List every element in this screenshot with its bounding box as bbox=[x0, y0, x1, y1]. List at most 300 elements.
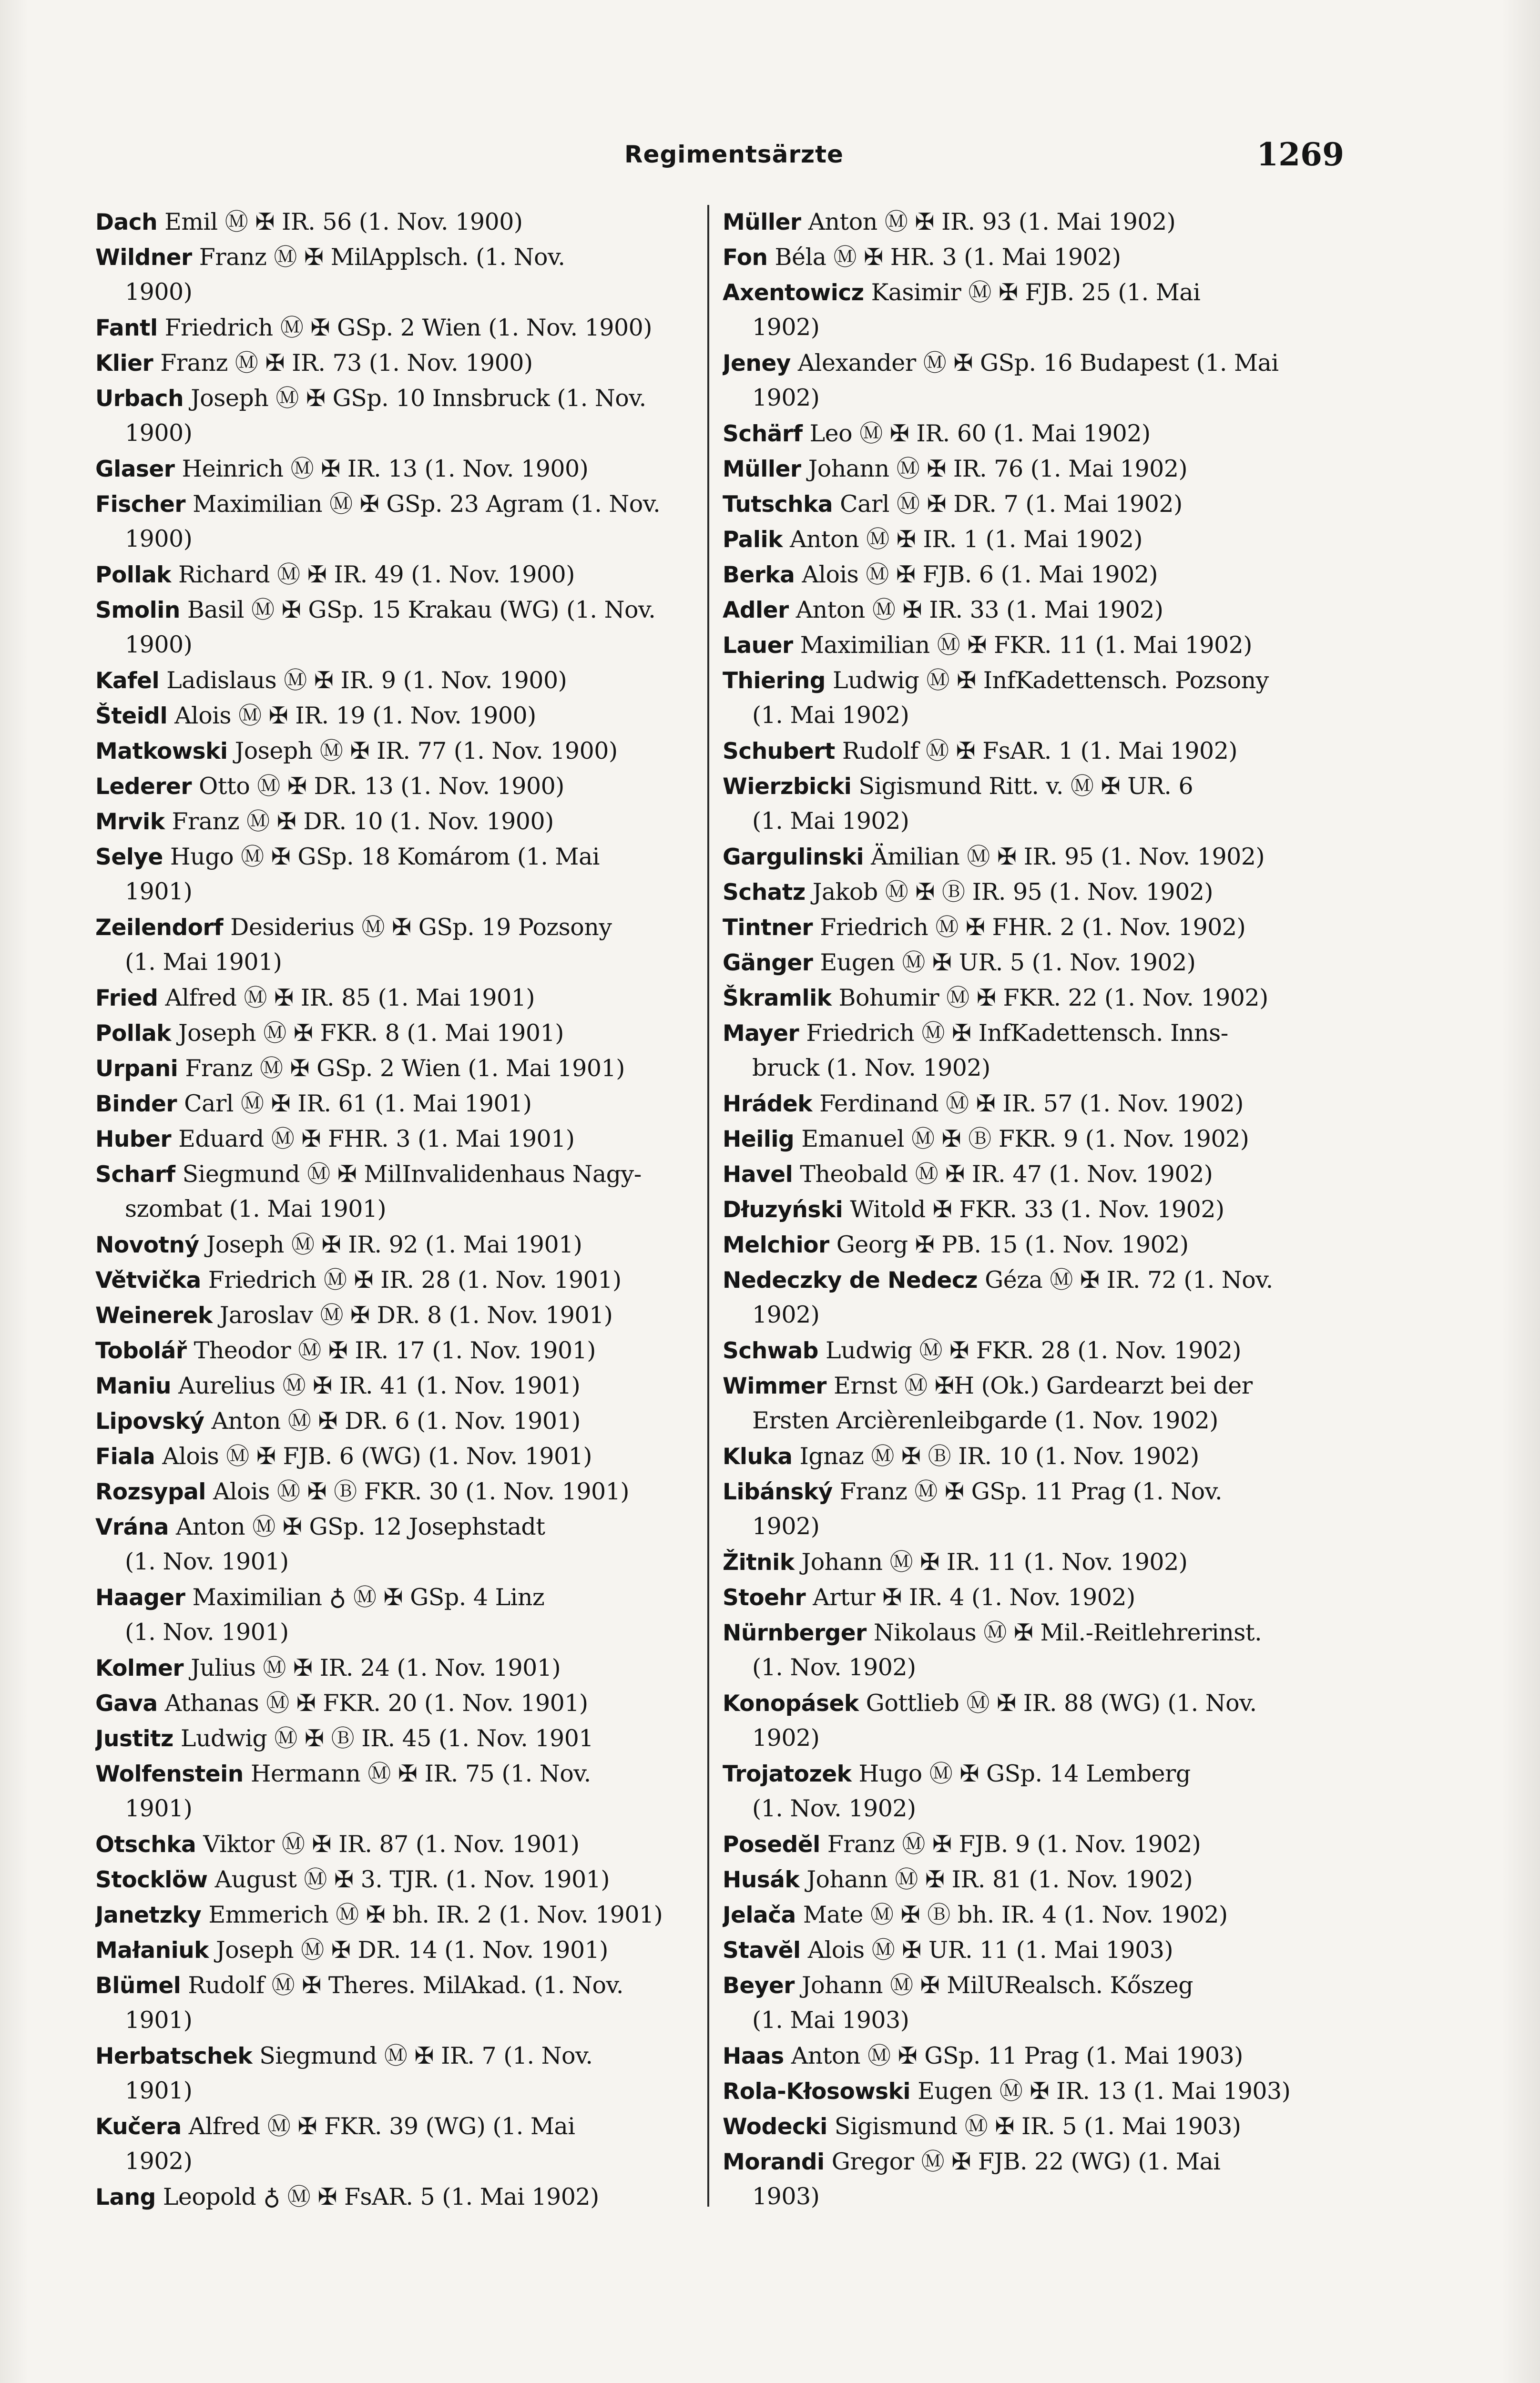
entry-first-line bbox=[95, 1156, 701, 1192]
entry-details: Ludwig Ⓜ ✠ InfKadettensch. Pozsony bbox=[825, 667, 1269, 694]
entry-details: Georg ✠ PB. 15 (1. Nov. 1902) bbox=[829, 1231, 1189, 1258]
entry-first-line bbox=[723, 1192, 1337, 1227]
register-entry bbox=[723, 1262, 1337, 1333]
register-entry bbox=[95, 1156, 701, 1227]
column-divider bbox=[707, 205, 709, 2207]
entry-continuation: 1903) bbox=[752, 2183, 820, 2210]
entry-surname: Schatz bbox=[723, 879, 806, 906]
entry-first-line bbox=[723, 1438, 1337, 1474]
entry-surname: Wierzbicki bbox=[723, 774, 852, 800]
entry-first-line bbox=[95, 1826, 701, 1862]
register-entry bbox=[95, 1897, 701, 1932]
entry-details: Alexander Ⓜ ✠ GSp. 16 Budapest (1. Mai bbox=[790, 349, 1279, 377]
entry-surname: Scharf bbox=[95, 1161, 175, 1188]
register-entry bbox=[95, 1403, 701, 1438]
entry-surname: Fried bbox=[95, 985, 158, 1011]
register-entry bbox=[95, 1015, 701, 1050]
entry-surname: Wolfenstein bbox=[95, 1761, 244, 1787]
entry-surname: Glaser bbox=[95, 456, 175, 482]
entry-surname: Müller bbox=[723, 209, 801, 235]
entry-first-line bbox=[723, 1862, 1337, 1897]
right-column bbox=[723, 204, 1337, 2214]
entry-surname: Wodecki bbox=[723, 2114, 827, 2140]
running-title: Regimentsärzte bbox=[624, 141, 844, 168]
entry-surname: Tutschka bbox=[723, 491, 833, 518]
entry-details: Maximilian ♁ Ⓜ ✠ GSp. 4 Linz bbox=[185, 1584, 545, 1611]
entry-details: Witold ✠ FKR. 33 (1. Nov. 1902) bbox=[843, 1196, 1224, 1223]
entry-first-line bbox=[723, 557, 1337, 592]
entry-surname: Šteidl bbox=[95, 703, 168, 729]
entry-details: Jaroslav Ⓜ ✠ DR. 8 (1. Nov. 1901) bbox=[212, 1302, 613, 1329]
register-entry bbox=[95, 1474, 701, 1509]
entry-details: Leo Ⓜ ✠ IR. 60 (1. Mai 1902) bbox=[802, 420, 1151, 447]
entry-details: Joseph Ⓜ ✠ GSp. 10 Innsbruck (1. Nov. bbox=[184, 385, 646, 412]
register-entry bbox=[723, 909, 1337, 945]
register-entry bbox=[95, 451, 701, 486]
entry-surname: Blümel bbox=[95, 1973, 181, 1999]
entry-first-line bbox=[723, 592, 1337, 627]
register-entry bbox=[723, 1615, 1337, 1685]
entry-surname: Gava bbox=[95, 1691, 158, 1717]
entry-surname: Pollak bbox=[95, 1020, 171, 1047]
entry-first-line bbox=[95, 1862, 701, 1897]
entry-details: Franz Ⓜ ✠ FJB. 9 (1. Nov. 1902) bbox=[820, 1831, 1201, 1858]
register-entry bbox=[95, 1826, 701, 1862]
entry-continuation: 1902) bbox=[752, 314, 820, 341]
register-entry bbox=[723, 451, 1337, 486]
entry-surname: Fischer bbox=[95, 491, 186, 518]
entry-first-line bbox=[95, 1509, 701, 1544]
entry-first-line bbox=[723, 768, 1337, 804]
register-entry bbox=[723, 1156, 1337, 1192]
entry-surname: Lederer bbox=[95, 774, 192, 800]
register-entry bbox=[95, 1333, 701, 1368]
entry-details: Nikolaus Ⓜ ✠ Mil.-Reitlehrerinst. bbox=[866, 1619, 1262, 1646]
register-entry bbox=[723, 733, 1337, 768]
entry-first-line bbox=[95, 1756, 701, 1791]
register-entry bbox=[723, 874, 1337, 909]
entry-surname: Husák bbox=[723, 1867, 800, 1893]
entry-details: Jakob Ⓜ ✠ Ⓑ IR. 95 (1. Nov. 1902) bbox=[805, 878, 1214, 906]
entry-surname: Smolin bbox=[95, 597, 180, 623]
entry-surname: Pollak bbox=[95, 562, 171, 588]
register-entry bbox=[95, 1227, 701, 1262]
entry-first-line bbox=[95, 204, 701, 239]
entry-details: Sigismund Ritt. v. Ⓜ ✠ UR. 6 bbox=[851, 773, 1193, 800]
entry-surname: Matkowski bbox=[95, 738, 228, 764]
entry-first-line bbox=[723, 1368, 1337, 1403]
entry-details: Otto Ⓜ ✠ DR. 13 (1. Nov. 1900) bbox=[192, 773, 564, 800]
entry-continuation: (1. Nov. 1902) bbox=[752, 1654, 916, 1681]
entry-first-line bbox=[95, 733, 701, 768]
register-entry bbox=[723, 592, 1337, 627]
entry-first-line bbox=[723, 627, 1337, 662]
register-entry bbox=[95, 1685, 701, 1721]
entry-surname: Heilig bbox=[723, 1126, 795, 1152]
entry-surname: Herbatschek bbox=[95, 2043, 253, 2069]
entry-surname: Gargulinski bbox=[723, 844, 864, 870]
entry-details: Johann Ⓜ ✠ IR. 11 (1. Nov. 1902) bbox=[794, 1548, 1188, 1576]
entry-first-line bbox=[723, 1932, 1337, 1967]
register-entry bbox=[95, 1050, 701, 1086]
register-entry bbox=[95, 980, 701, 1015]
register-entry bbox=[723, 486, 1337, 521]
entry-first-line bbox=[723, 662, 1337, 698]
entry-first-line bbox=[723, 1685, 1337, 1721]
entry-first-line bbox=[723, 521, 1337, 557]
entry-surname: Mayer bbox=[723, 1020, 799, 1047]
register-entry bbox=[723, 557, 1337, 592]
entry-continuation: 1900) bbox=[125, 278, 193, 306]
entry-details: Friedrich Ⓜ ✠ InfKadettensch. Inns- bbox=[799, 1019, 1228, 1047]
entry-first-line bbox=[95, 1333, 701, 1368]
register-entry bbox=[95, 839, 701, 909]
register-entry bbox=[723, 662, 1337, 733]
register-entry bbox=[95, 1650, 701, 1685]
entry-surname: Weinerek bbox=[95, 1303, 213, 1329]
entry-details: Franz Ⓜ ✠ GSp. 2 Wien (1. Mai 1901) bbox=[178, 1055, 625, 1082]
entry-details: Franz Ⓜ ✠ GSp. 11 Prag (1. Nov. bbox=[832, 1478, 1223, 1505]
entry-first-line bbox=[723, 980, 1337, 1015]
entry-surname: Fon bbox=[723, 244, 768, 271]
register-entry bbox=[723, 1897, 1337, 1932]
entry-continuation: (1. Nov. 1901) bbox=[125, 1619, 289, 1646]
entry-first-line bbox=[95, 557, 701, 592]
entry-details: Friedrich Ⓜ ✠ FHR. 2 (1. Nov. 1902) bbox=[813, 914, 1246, 941]
entry-details: Hugo Ⓜ ✠ GSp. 14 Lemberg bbox=[851, 1760, 1191, 1787]
register-entry bbox=[95, 1262, 701, 1297]
entry-continuation: 1901) bbox=[125, 1795, 193, 1822]
entry-surname: Vrána bbox=[95, 1514, 169, 1540]
entry-first-line bbox=[723, 1121, 1337, 1156]
register-entry bbox=[95, 1579, 701, 1650]
register-entry bbox=[723, 275, 1337, 345]
entry-details: Gregor Ⓜ ✠ FJB. 22 (WG) (1. Mai bbox=[824, 2148, 1221, 2175]
entry-first-line bbox=[95, 239, 701, 275]
entry-details: Emmerich Ⓜ ✠ bh. IR. 2 (1. Nov. 1901) bbox=[201, 1901, 663, 1928]
entry-surname: Fantl bbox=[95, 315, 158, 341]
register-entry bbox=[95, 1862, 701, 1897]
entry-surname: Dłuzyński bbox=[723, 1197, 843, 1223]
entry-details: Gottlieb Ⓜ ✠ IR. 88 (WG) (1. Nov. bbox=[858, 1690, 1257, 1717]
entry-first-line bbox=[95, 1474, 701, 1509]
entry-surname: Schwab bbox=[723, 1338, 818, 1364]
entry-first-line bbox=[95, 2108, 701, 2144]
entry-details: Eugen Ⓜ ✠ UR. 5 (1. Nov. 1902) bbox=[813, 949, 1196, 976]
entry-continuation: (1. Mai 1901) bbox=[125, 948, 282, 976]
entry-surname: Jelača bbox=[723, 1902, 796, 1928]
entry-surname: Maniu bbox=[95, 1373, 172, 1399]
entry-details: Theodor Ⓜ ✠ IR. 17 (1. Nov. 1901) bbox=[186, 1337, 596, 1364]
register-entry bbox=[723, 521, 1337, 557]
entry-details: Ludwig Ⓜ ✠ Ⓑ IR. 45 (1. Nov. 1901 bbox=[173, 1725, 594, 1752]
entry-details: Hugo Ⓜ ✠ GSp. 18 Komárom (1. Mai bbox=[163, 843, 600, 870]
register-entry bbox=[723, 1932, 1337, 1967]
entry-surname: Lipovský bbox=[95, 1408, 204, 1435]
entry-surname: Huber bbox=[95, 1126, 171, 1152]
entry-surname: Kučera bbox=[95, 2114, 182, 2140]
entry-surname: Mrvik bbox=[95, 809, 165, 835]
entry-first-line bbox=[723, 2144, 1337, 2179]
register-entry bbox=[723, 204, 1337, 239]
entry-surname: Schubert bbox=[723, 738, 835, 764]
entry-first-line bbox=[95, 1721, 701, 1756]
register-entry bbox=[723, 2038, 1337, 2073]
register-entry bbox=[95, 204, 701, 239]
register-entry bbox=[723, 2108, 1337, 2144]
entry-details: Maximilian Ⓜ ✠ FKR. 11 (1. Mai 1902) bbox=[793, 631, 1252, 659]
entry-surname: Kluka bbox=[723, 1444, 793, 1470]
entry-details: August Ⓜ ✠ 3. TJR. (1. Nov. 1901) bbox=[207, 1866, 610, 1893]
register-entry bbox=[723, 1685, 1337, 1756]
entry-surname: Justitz bbox=[95, 1726, 173, 1752]
entry-details: Siegmund Ⓜ ✠ MilInvalidenhaus Nagy- bbox=[175, 1161, 642, 1188]
register-entry bbox=[723, 416, 1337, 451]
entry-details: Anton Ⓜ ✠ IR. 1 (1. Mai 1902) bbox=[782, 526, 1142, 553]
entry-details: Friedrich Ⓜ ✠ IR. 28 (1. Nov. 1901) bbox=[201, 1266, 622, 1293]
entry-surname: Hrádek bbox=[723, 1091, 813, 1117]
entry-details: Carl Ⓜ ✠ IR. 61 (1. Mai 1901) bbox=[177, 1090, 532, 1117]
entry-details: Ämilian Ⓜ ✠ IR. 95 (1. Nov. 1902) bbox=[864, 843, 1265, 870]
entry-surname: Haas bbox=[723, 2043, 784, 2069]
entry-details: Bohumir Ⓜ ✠ FKR. 22 (1. Nov. 1902) bbox=[831, 984, 1268, 1011]
entry-details: Desiderius Ⓜ ✠ GSp. 19 Pozsony bbox=[223, 914, 612, 941]
register-entry bbox=[95, 1086, 701, 1121]
entry-first-line bbox=[95, 345, 701, 380]
entry-surname: Urbach bbox=[95, 386, 184, 412]
entry-surname: Urpani bbox=[95, 1056, 178, 1082]
entry-surname: Schärf bbox=[723, 421, 803, 447]
entry-continuation: 1902) bbox=[752, 1513, 820, 1540]
entry-details: Eduard Ⓜ ✠ FHR. 3 (1. Mai 1901) bbox=[171, 1125, 575, 1152]
entry-details: Franz Ⓜ ✠ DR. 10 (1. Nov. 1900) bbox=[164, 808, 554, 835]
entry-continuation: 1900) bbox=[125, 419, 193, 447]
entry-details: Alois Ⓜ ✠ UR. 11 (1. Mai 1903) bbox=[800, 1936, 1173, 1964]
register-entry bbox=[723, 627, 1337, 662]
register-entry bbox=[723, 839, 1337, 874]
entry-first-line bbox=[95, 909, 701, 945]
register-entry bbox=[95, 345, 701, 380]
entry-surname: Stoehr bbox=[723, 1585, 806, 1611]
entry-details: Anton Ⓜ ✠ GSp. 12 Josephstadt bbox=[168, 1513, 545, 1540]
entry-first-line bbox=[723, 204, 1337, 239]
entry-first-line bbox=[723, 1474, 1337, 1509]
entry-surname: Berka bbox=[723, 562, 795, 588]
entry-surname: Stocklöw bbox=[95, 1867, 208, 1893]
entry-first-line bbox=[95, 1015, 701, 1050]
entry-surname: Janetzky bbox=[95, 1902, 202, 1928]
register-entry bbox=[723, 1368, 1337, 1438]
entry-surname: Jeney bbox=[723, 350, 791, 377]
entry-surname: Novotný bbox=[95, 1232, 199, 1258]
register-entry bbox=[95, 1438, 701, 1474]
entry-surname: Lang bbox=[95, 2184, 156, 2210]
entry-first-line bbox=[723, 2038, 1337, 2073]
entry-first-line bbox=[723, 874, 1337, 909]
entry-surname: Zeilendorf bbox=[95, 915, 224, 941]
entry-first-line bbox=[723, 416, 1337, 451]
entry-first-line bbox=[95, 1121, 701, 1156]
entry-details: Heinrich Ⓜ ✠ IR. 13 (1. Nov. 1900) bbox=[174, 455, 589, 482]
entry-first-line bbox=[723, 1756, 1337, 1791]
entry-surname: Kafel bbox=[95, 668, 160, 694]
entry-first-line bbox=[95, 804, 701, 839]
entry-details: Joseph Ⓜ ✠ FKR. 8 (1. Mai 1901) bbox=[171, 1019, 564, 1047]
register-entry bbox=[723, 1015, 1337, 1086]
register-entry bbox=[723, 1544, 1337, 1579]
entry-surname: Trojatozek bbox=[723, 1761, 852, 1787]
entry-details: Joseph Ⓜ ✠ IR. 92 (1. Mai 1901) bbox=[199, 1231, 582, 1258]
register-entry bbox=[95, 486, 701, 557]
register-entry bbox=[95, 1509, 701, 1579]
entry-first-line bbox=[723, 275, 1337, 310]
register-entry bbox=[723, 1826, 1337, 1862]
entry-surname: Libánský bbox=[723, 1479, 833, 1505]
entry-continuation: (1. Mai 1902) bbox=[752, 702, 909, 729]
entry-first-line bbox=[723, 1262, 1337, 1297]
entry-surname: Małaniuk bbox=[95, 1937, 209, 1964]
entry-surname: Müller bbox=[723, 456, 801, 482]
entry-first-line bbox=[95, 1438, 701, 1474]
entry-first-line bbox=[723, 733, 1337, 768]
entry-continuation: 1902) bbox=[125, 2148, 193, 2175]
entry-surname: Morandi bbox=[723, 2149, 825, 2175]
entry-details: Athanas Ⓜ ✠ FKR. 20 (1. Nov. 1901) bbox=[157, 1690, 588, 1717]
entry-details: Maximilian Ⓜ ✠ GSp. 23 Agram (1. Nov. bbox=[185, 490, 661, 518]
entry-first-line bbox=[95, 1262, 701, 1297]
entry-surname: Lauer bbox=[723, 632, 793, 659]
entry-details: Franz Ⓜ ✠ IR. 73 (1. Nov. 1900) bbox=[153, 349, 533, 377]
entry-details: Alois Ⓜ ✠ IR. 19 (1. Nov. 1900) bbox=[167, 702, 536, 729]
entry-first-line bbox=[723, 345, 1337, 380]
register-entry bbox=[95, 909, 701, 980]
entry-surname: Žitnik bbox=[723, 1549, 795, 1576]
entry-details: Alois Ⓜ ✠ Ⓑ FKR. 30 (1. Nov. 1901) bbox=[205, 1478, 629, 1505]
entry-surname: Tobolář bbox=[95, 1338, 187, 1364]
register-entry bbox=[723, 1474, 1337, 1544]
entry-details: Joseph Ⓜ ✠ IR. 77 (1. Nov. 1900) bbox=[227, 737, 618, 764]
register-entry bbox=[723, 1121, 1337, 1156]
entry-first-line bbox=[95, 1897, 701, 1932]
register-entry bbox=[723, 1333, 1337, 1368]
entry-first-line bbox=[723, 909, 1337, 945]
entry-surname: Thiering bbox=[723, 668, 826, 694]
entry-details: Leopold ♁ Ⓜ ✠ FsAR. 5 (1. Mai 1902) bbox=[155, 2183, 599, 2210]
register-entry bbox=[723, 2144, 1337, 2214]
entry-details: Emanuel Ⓜ ✠ Ⓑ FKR. 9 (1. Nov. 1902) bbox=[794, 1125, 1249, 1152]
entry-surname: Gänger bbox=[723, 950, 813, 976]
register-entry bbox=[723, 1967, 1337, 2038]
entry-details: Anton Ⓜ ✠ DR. 6 (1. Nov. 1901) bbox=[204, 1407, 581, 1435]
entry-details: Ludwig Ⓜ ✠ FKR. 28 (1. Nov. 1902) bbox=[818, 1337, 1241, 1364]
register-entry bbox=[723, 1862, 1337, 1897]
register-entry bbox=[723, 768, 1337, 839]
entry-details: Hermann Ⓜ ✠ IR. 75 (1. Nov. bbox=[243, 1760, 591, 1787]
entry-details: Alois Ⓜ ✠ FJB. 6 (WG) (1. Nov. 1901) bbox=[155, 1443, 592, 1470]
entry-details: Anton Ⓜ ✠ GSp. 11 Prag (1. Mai 1903) bbox=[784, 2042, 1243, 2069]
register-entry bbox=[723, 345, 1337, 416]
entry-continuation: (1. Nov. 1902) bbox=[752, 1795, 916, 1822]
entry-surname: Klier bbox=[95, 350, 153, 377]
entry-details: Richard Ⓜ ✠ IR. 49 (1. Nov. 1900) bbox=[171, 561, 575, 588]
entry-first-line bbox=[723, 1333, 1337, 1368]
entry-surname: Haager bbox=[95, 1585, 185, 1611]
entry-details: Anton Ⓜ ✠ IR. 33 (1. Mai 1902) bbox=[788, 596, 1163, 623]
entry-surname: Melchior bbox=[723, 1232, 829, 1258]
entry-surname: Tintner bbox=[723, 915, 813, 941]
entry-first-line bbox=[723, 1015, 1337, 1050]
entry-details: Géza Ⓜ ✠ IR. 72 (1. Nov. bbox=[978, 1266, 1273, 1293]
entry-first-line bbox=[723, 945, 1337, 980]
entry-details: Theobald Ⓜ ✠ IR. 47 (1. Nov. 1902) bbox=[793, 1161, 1213, 1188]
entry-surname: Wimmer bbox=[723, 1373, 826, 1399]
entry-surname: Posedĕl bbox=[723, 1832, 820, 1858]
entry-continuation: bruck (1. Nov. 1902) bbox=[752, 1054, 990, 1081]
entry-surname: Kolmer bbox=[95, 1655, 184, 1681]
register-entry bbox=[95, 1756, 701, 1826]
entry-continuation: 1902) bbox=[752, 384, 820, 411]
entry-continuation: 1902) bbox=[752, 1301, 820, 1328]
entry-details: Rudolf Ⓜ ✠ Theres. MilAkad. (1. Nov. bbox=[181, 1972, 623, 1999]
register-entry bbox=[95, 2038, 701, 2108]
entry-details: Kasimir Ⓜ ✠ FJB. 25 (1. Mai bbox=[864, 279, 1201, 306]
register-entry bbox=[723, 2073, 1337, 2108]
entry-surname: Větvička bbox=[95, 1267, 201, 1293]
entry-continuation: 1901) bbox=[125, 2006, 193, 2034]
entry-surname: Palik bbox=[723, 527, 783, 553]
entry-details: Ignaz Ⓜ ✠ Ⓑ IR. 10 (1. Nov. 1902) bbox=[792, 1443, 1199, 1470]
entry-details: Johann Ⓜ ✠ IR. 81 (1. Nov. 1902) bbox=[799, 1866, 1193, 1893]
entry-details: Joseph Ⓜ ✠ DR. 14 (1. Nov. 1901) bbox=[208, 1936, 608, 1964]
entry-first-line bbox=[95, 1685, 701, 1721]
entry-surname: Beyer bbox=[723, 1973, 795, 1999]
entry-details: Ladislaus Ⓜ ✠ IR. 9 (1. Nov. 1900) bbox=[159, 667, 567, 694]
entry-details: Ernst Ⓜ ✠H (Ok.) Gardearzt bei der bbox=[826, 1372, 1253, 1399]
register-entry bbox=[95, 804, 701, 839]
page-number: 1269 bbox=[1256, 136, 1344, 173]
entry-continuation: 1901) bbox=[125, 878, 193, 905]
entry-details: Ferdinand Ⓜ ✠ IR. 57 (1. Nov. 1902) bbox=[812, 1090, 1244, 1117]
entry-surname: Rola-Kłosowski bbox=[723, 2078, 910, 2105]
register-entry bbox=[723, 1579, 1337, 1615]
entry-first-line bbox=[95, 768, 701, 804]
entry-surname: Rozsypal bbox=[95, 1479, 206, 1505]
entry-first-line bbox=[95, 451, 701, 486]
entry-first-line bbox=[95, 1932, 701, 1967]
entry-details: Alfred Ⓜ ✠ IR. 85 (1. Mai 1901) bbox=[158, 984, 535, 1011]
register-entry bbox=[723, 980, 1337, 1015]
entry-details: Eugen Ⓜ ✠ IR. 13 (1. Mai 1903) bbox=[910, 2077, 1291, 2105]
entry-surname: Selye bbox=[95, 844, 163, 870]
entry-details: Rudolf Ⓜ ✠ FsAR. 1 (1. Mai 1902) bbox=[835, 737, 1238, 764]
entry-surname: Stavĕl bbox=[723, 1937, 801, 1964]
entry-details: Artur ✠ IR. 4 (1. Nov. 1902) bbox=[806, 1584, 1135, 1611]
register-entry bbox=[95, 1967, 701, 2038]
entry-details: Sigismund Ⓜ ✠ IR. 5 (1. Mai 1903) bbox=[827, 2113, 1241, 2140]
entry-surname: Nürnberger bbox=[723, 1620, 867, 1646]
entry-first-line bbox=[95, 1967, 701, 2003]
register-entry bbox=[95, 733, 701, 768]
entry-details: Mate Ⓜ ✠ Ⓑ bh. IR. 4 (1. Nov. 1902) bbox=[795, 1901, 1228, 1928]
entry-first-line bbox=[723, 1826, 1337, 1862]
entry-continuation: (1. Mai 1902) bbox=[752, 807, 909, 835]
entry-first-line bbox=[95, 2038, 701, 2073]
register-entry bbox=[95, 380, 701, 451]
register-entry bbox=[95, 2108, 701, 2179]
register-entry bbox=[95, 592, 701, 662]
entry-first-line bbox=[723, 486, 1337, 521]
entry-first-line bbox=[723, 1086, 1337, 1121]
